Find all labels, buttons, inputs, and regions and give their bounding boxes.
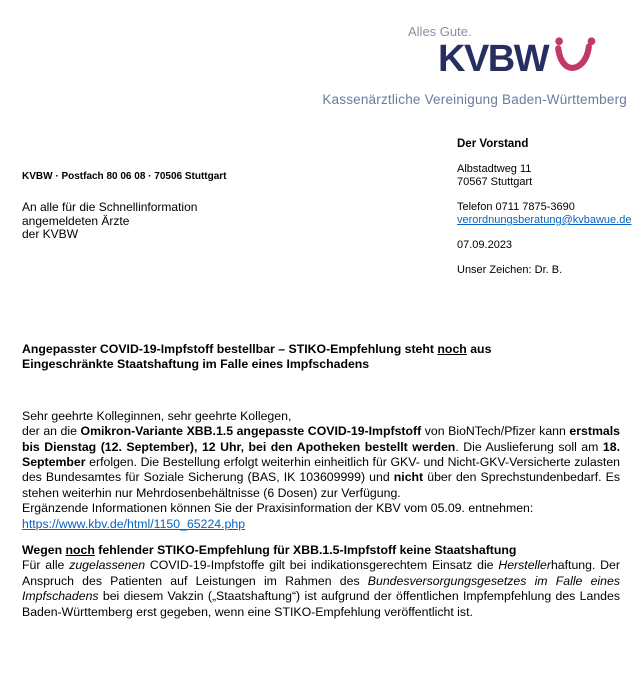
recipient-line: An alle für die Schnellinformation (22, 200, 198, 214)
logo-slogan: Alles Gute. (408, 24, 472, 39)
sender-address (457, 163, 631, 189)
kbv-link[interactable]: https://www.kbv.de/html/1150_65224.php (22, 516, 246, 531)
letterhead (0, 0, 635, 120)
sender-contact (457, 201, 631, 227)
paragraph-vaccine-order: der an die Omikron-Variante XBB.1.5 angepasste COVID-19-Impfstoff von BioNTech/Pfizer kann erstmals bis Dienstag (12. September), 12 Uhr, bei den Apotheken bestellt werden. Die Auslieferung soll am 18. September erfolgen. Die Bestellung erfolgt weiterhin einheitlich für GKV- und Nicht-GKV-Versicherte zulasten des Bundesamtes für Soziale Sicherung (BAS, IK 103609999) und nicht über den Sprechstundenbedarf. Es stehen weiterhin nur Mehrdosenbehältnisse (6 Dosen) zur Verfügung. (22, 424, 620, 500)
reference-line: Unser Zeichen: Dr. B. (457, 264, 563, 276)
return-address: KVBW · Postfach 80 06 08 · 70506 Stuttgart (22, 171, 227, 182)
recipient-line: der KVBW (22, 227, 79, 241)
kbv-link-line (22, 517, 620, 532)
kvbw-logo-text: KVBW (438, 38, 549, 80)
sender-block (457, 138, 631, 277)
kvbw-figure-icon (551, 36, 597, 83)
sender-city: 70567 Stuttgart (457, 176, 533, 188)
paragraph-staatshaftung: Für alle zugelassenen COVID-19-Impfstoffe gilt bei indikationsgerechtem Einsatz die Herstellerhaftung. Der Anspruch des Patienten auf Leistungen im Rahmen des Bundesversorgungsgesetzes im Falle eines Impfschadens bei diesem Vakzin („Staatshaftung“) ist aufgrund der öffentlichen Impfempfehlung des Landes Baden-Württemberg erst gegeben, wenn eine STIKO-Empfehlung veröffentlicht ist. (22, 558, 620, 619)
subject-line-1: Angepasster COVID-19-Impfstoff bestellbar – STIKO-Empfehlung steht noch aus (22, 342, 492, 356)
sender-street: Albstadtweg 11 (457, 163, 532, 175)
sender-title: Der Vorstand (457, 138, 529, 150)
letter-body (22, 342, 620, 620)
subject-line-2: Eingeschränkte Staatshaftung im Falle eines Impfschadens (22, 357, 370, 372)
sender-phone: Telefon 0711 7875-3690 (457, 201, 575, 213)
letter-date: 07.09.2023 (457, 239, 513, 251)
kvbw-logo (438, 40, 597, 83)
email-link[interactable]: verordnungsberatung@kvbawue.de (457, 214, 632, 226)
subject-heading (22, 342, 620, 373)
paragraph-kbv-info: Ergänzende Informationen können Sie der Praxisinformation der KBV vom 05.09. entnehmen: (22, 501, 534, 516)
recipient-address (22, 201, 197, 242)
heading-staatshaftung: Wegen noch fehlender STIKO-Empfehlung für XBB.1.5-Impfstoff keine Staatshaftung (22, 543, 517, 558)
org-name: Kassenärztliche Vereinigung Baden-Württemberg (322, 92, 627, 107)
recipient-line: angemeldeten Ärzte (22, 213, 130, 228)
salutation: Sehr geehrte Kolleginnen, sehr geehrte Kollegen, (22, 408, 292, 423)
